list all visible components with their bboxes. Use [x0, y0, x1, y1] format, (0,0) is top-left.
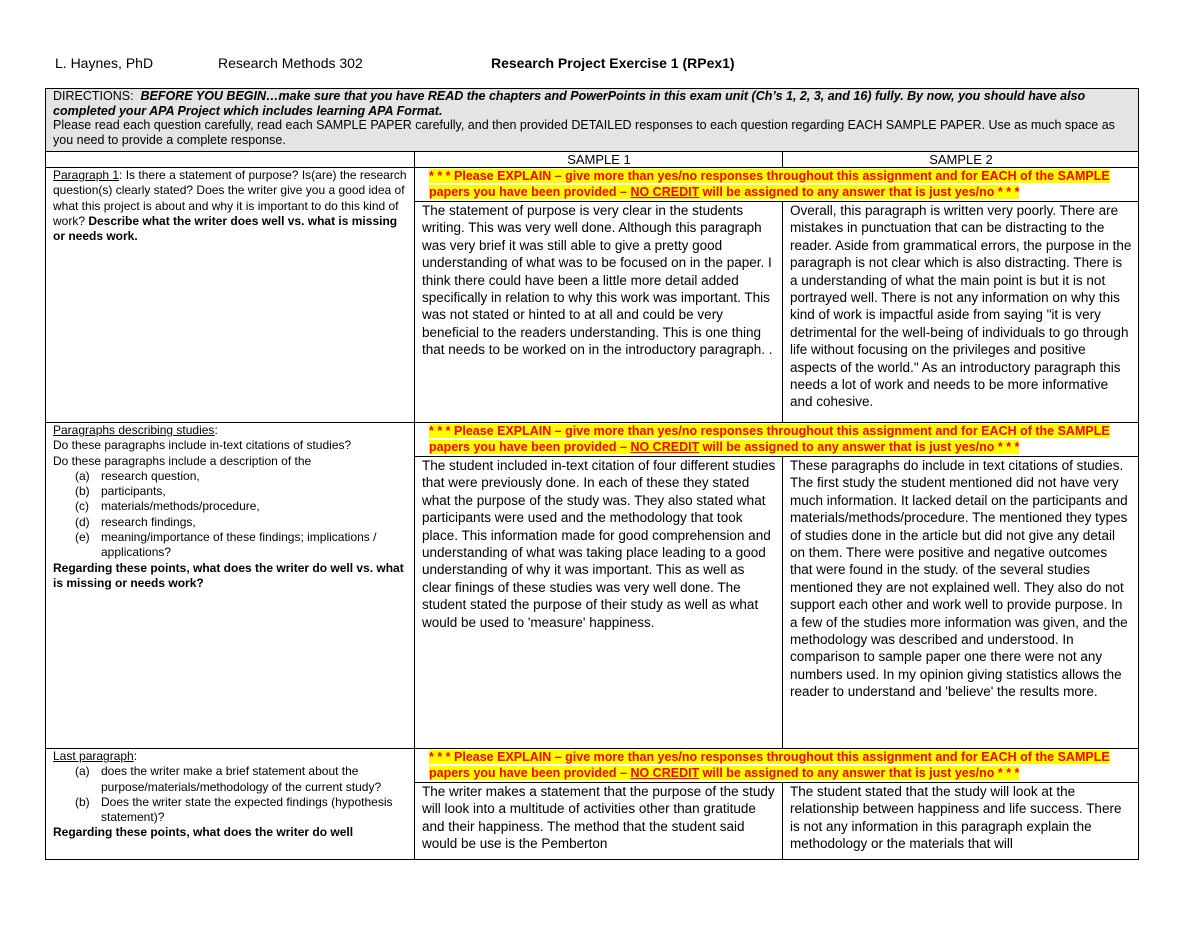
- warning-cell: [415, 423, 1139, 457]
- question-row-last-paragraph: [46, 749, 1139, 783]
- sample2-answer: Overall, this paragraph is written very poorly. There are mistakes in punctuation that can be distracting to the reader. Aside from grammatical errors, the purpose in the paragraph is not clear which is also distracting. There is a understanding of what the main point is but it is not portrayed well. There is not any information on why this kind of work is impactful aside from saying "it is very detrimental for the well-being of individuals to go through life without focusing on the privileges and positive aspects of the world." As an introductory paragraph this needs a lot of work and needs to be more informative and cohesive.: [783, 202, 1139, 423]
- item-letter: (a): [75, 764, 90, 779]
- warning-no-credit: NO CREDIT: [630, 185, 700, 199]
- question-item-list: [53, 469, 408, 561]
- item-letter: (b): [75, 794, 90, 809]
- question-row-paragraph1: [46, 168, 1139, 202]
- warning-part2: will be assigned to any answer that is just yes/no * * *: [699, 440, 1020, 454]
- question-label: Paragraphs describing studies: [53, 423, 215, 437]
- warning-text: [422, 749, 1132, 781]
- item-text: meaning/importance of these findings; implications / applications?: [101, 530, 377, 560]
- sample1-answer: The statement of purpose is very clear in the students writing. This was very well done. Although this paragraph was very brief it was still able to give a pretty good understanding of what was to be focused on in the paper. I think there could have been a little more detail added specifically in relation to why this work was important. This was not stated or hinted to at all and could be very beneficial to the readers understanding. This is one thing that needs to be worked on in the introductory paragraph. .: [415, 202, 783, 423]
- worksheet-table: [45, 88, 1139, 860]
- question-row-studies: [46, 423, 1139, 457]
- list-item: [75, 530, 408, 561]
- directions-cell: [46, 89, 1139, 152]
- warning-part1: * * * Please EXPLAIN – give more than yes/no responses throughout this assignment and for EACH of the SAMPLE papers you have been provided –: [429, 169, 1110, 199]
- question-cell-studies: Paragraphs describing studies: Do these paragraphs include in-text citations of studies? Do these paragraphs include a description of the (a) research question, (b) participants, (c) materials/methods/procedure, (d) research findings, (e) meaning/importance of these findings; implications / applications? Regarding these points, what does the writer do well vs. what is missing or needs work?: [46, 423, 415, 749]
- question-text: : Is there a statement of purpose? Is(are) the research question(s) clearly stated? Does the writer give you a good idea of what this project is about and why it is important to do this kind of work?: [53, 168, 407, 228]
- item-letter: (b): [75, 484, 90, 499]
- list-item: [75, 499, 408, 514]
- warning-part1: * * * Please EXPLAIN – give more than yes/no responses throughout this assignment and for EACH of the SAMPLE papers you have been provided –: [429, 750, 1110, 780]
- question-intro2: Do these paragraphs include a description of the: [53, 453, 312, 468]
- list-item: [75, 469, 408, 484]
- question-label: Last paragraph: [53, 749, 134, 763]
- course-name: Research Methods 302: [218, 55, 363, 71]
- question-bold-prompt: Describe what the writer does well vs. what is missing or needs work.: [53, 213, 398, 244]
- warning-cell: [415, 749, 1139, 783]
- directions-row: [46, 89, 1139, 152]
- warning-no-credit: NO CREDIT: [630, 766, 700, 780]
- sample2-answer: The student stated that the study will look at the relationship between happiness and life success. There is not any information in this paragraph explain the methodology or the materials that will: [783, 783, 1139, 860]
- item-text: materials/methods/procedure,: [101, 499, 260, 514]
- warning-cell: [415, 168, 1139, 202]
- item-text: participants,: [101, 484, 166, 499]
- sample2-answer: These paragraphs do include in text citations of studies. The first study the student mentioned did not have very much information. It lacked detail on the participants and materials/methods/procedure. The mentioned they types of studies done in the article but did not give any detail on them. There were positive and negative outcomes that were found in the study. of the several studies mentioned they are not explained well. They also do not support each other and work well to provide purpose. In a few of the studies more information was given, and the methodology was described and understood. In comparison to sample paper one there were not any numbers used. In my opinion giving statistics allows the reader to understand and 'believe' the results more.: [783, 457, 1139, 749]
- item-letter: (a): [75, 468, 90, 483]
- directions-emphasis: BEFORE YOU BEGIN…make sure that you have READ the chapters and PowerPoints in this exam unit (Ch’s 1, 2, 3, and 16) fully. By now, you should have also completed your APA Project which includes learning APA Format.: [53, 89, 1086, 118]
- question-cell-last-paragraph: Last paragraph: (a) does the writer make a brief statement about the purpose/materials/methodology of the current study? (b) Does the writer state the expected findings (hypothesis statement)? Regarding these points, what does the writer do well: [46, 749, 415, 860]
- item-letter: (c): [75, 499, 89, 514]
- sample2-header: SAMPLE 2: [783, 152, 1139, 168]
- warning-text: [422, 168, 1132, 200]
- question-label: Paragraph 1: [53, 168, 120, 182]
- item-text: Does the writer state the expected findings (hypothesis statement)?: [101, 794, 393, 825]
- list-item: [75, 484, 408, 499]
- sample1-header: SAMPLE 1: [415, 152, 783, 168]
- author-name: L. Haynes, PhD: [55, 55, 154, 71]
- list-item: [75, 764, 408, 795]
- warning-part2: will be assigned to any answer that is just yes/no * * *: [699, 766, 1020, 780]
- item-text: research question,: [101, 468, 200, 483]
- item-letter: (e): [75, 530, 90, 545]
- document-title: Research Project Exercise 1 (RPex1): [491, 55, 735, 71]
- list-item: [75, 795, 408, 826]
- directions-label: DIRECTIONS:: [53, 89, 134, 103]
- blank-header-cell: [46, 152, 415, 168]
- question-intro1: Do these paragraphs include in-text citations of studies?: [53, 438, 352, 453]
- item-text: research findings,: [101, 514, 196, 529]
- question-cell-paragraph1: [46, 168, 415, 423]
- warning-text: [422, 423, 1132, 455]
- warning-part1: * * * Please EXPLAIN – give more than yes/no responses throughout this assignment and for EACH of the SAMPLE papers you have been provided –: [429, 424, 1110, 454]
- item-letter: (d): [75, 514, 90, 529]
- directions-body: Please read each question carefully, read each SAMPLE PAPER carefully, and then provided DETAILED responses to each question regarding EACH SAMPLE PAPER. Use as much space as you need to provide a complete response.: [53, 118, 1115, 147]
- list-item: [75, 515, 408, 530]
- warning-no-credit: NO CREDIT: [630, 440, 700, 454]
- question-bold-prompt: Regarding these points, what does the writer do well: [53, 825, 354, 840]
- sample1-answer: The writer makes a statement that the purpose of the study will look into a multitude of activities other than gratitude and their happiness. The method that the student said would be use is the Pemberton: [415, 783, 783, 860]
- warning-part2: will be assigned to any answer that is just yes/no * * *: [699, 185, 1020, 199]
- column-header-row: [46, 152, 1139, 168]
- item-text: does the writer make a brief statement about the purpose/materials/methodology of the current study?: [101, 764, 382, 794]
- question-item-list: [53, 764, 408, 825]
- sample1-answer: The student included in-text citation of four different studies that were previously done. In each of these they stated what the purpose of the study was. They also stated what participants were used and the methodology that took place. This information made for good comprehension and understanding of what was taking place leading to a good understanding of why it was important. This as well as clear finings of these studies was very well done. The student stated the purpose of their study as well as what would be used to 'measure' happiness.: [415, 457, 783, 749]
- question-bold-prompt: Regarding these points, what does the writer do well vs. what is missing or needs work?: [53, 560, 404, 590]
